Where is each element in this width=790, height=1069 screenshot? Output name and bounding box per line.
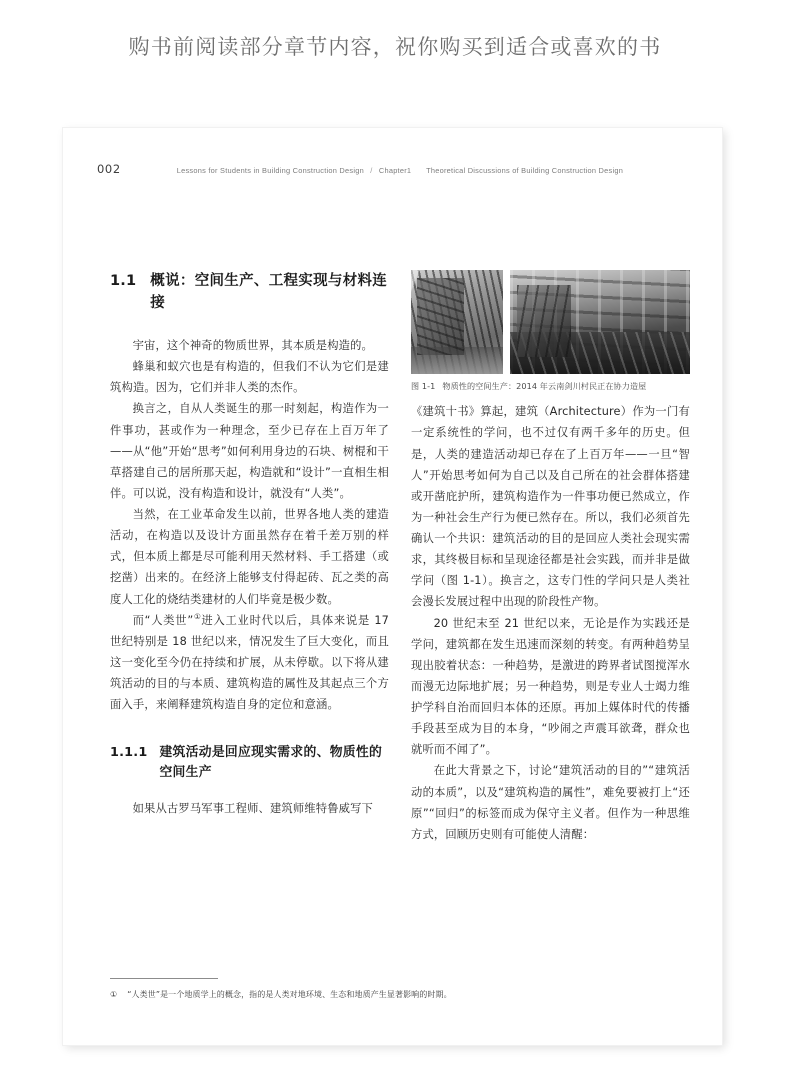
section-title: 概说：空间生产、工程实现与材料连接 (150, 273, 388, 312)
paragraph: 如果从古罗马军事工程师、建筑师维特鲁威写下 (132, 802, 373, 816)
book-page-preview (63, 128, 722, 1045)
footnote-marker: ① (110, 990, 118, 999)
construction-scaffolding-photo (411, 270, 503, 374)
paragraph: 蜂巢和蚁穴也是有构造的，但我们不认为它们是建筑构造。因为，它们并非人类的杰作。 (110, 360, 389, 395)
right-column (411, 270, 690, 845)
paragraph: 《建筑十书》算起，建筑（Architecture）作为一门有一定系统性的学问，也不过仅有两千多年的历史。但是，人类的建造活动却已存在了上百万年——一旦“智人”开始思考如何为自己以及自己所在的社会群体搭建或开凿庇护所，建筑构造作为一件事功便已然成立，作为一种社会生产行为便已然存在。所以，我们必须首先确认一个共识：建筑活动的目的是回应人类社会现实需求，其终极目标和呈现途径都是社会实践，而并非是做学问（图 1-1）。换言之，这专门性的学问只是人类社会漫长发展过程中出现的阶段性产物。 (411, 405, 690, 609)
figure-caption-text: 物质性的空间生产：2014 年云南剑川村民正在协力造屋 (442, 381, 647, 391)
subsection-title: 建筑活动是回应现实需求的、物质性的空间生产 (159, 745, 383, 780)
footnote-reference-marker: ① (193, 611, 202, 621)
paragraph: 宇宙，这个神奇的物质世界，其本质是构造的。 (132, 339, 373, 353)
running-head-chapter: Chapter1 (378, 166, 412, 175)
figure-images (411, 270, 690, 374)
footnote-area (110, 978, 540, 1001)
running-head (97, 162, 688, 178)
footnote-paragraph-rest: 进入工业时代以后，具体来说是 17 世纪特别是 18 世纪以来，情况发生了巨大变化，而且这一变化至今仍在持续和扩展，从未停歇。以下将从建筑活动的目的与本质、建筑构造的属性及其起点三个方面入手，来阐释建筑构造自身的定位和意涵。 (110, 613, 389, 712)
page-columns (110, 270, 690, 845)
running-head-text (177, 166, 623, 175)
paragraph-with-footnote (110, 610, 389, 716)
footnote-line (110, 989, 540, 1001)
running-head-separator: / (370, 166, 373, 175)
footnote-text: “人类世”是一个地质学上的概念，指的是人类对地环境、生态和地质产生显著影响的时期。 (127, 990, 452, 999)
promo-text: 购书前阅读部分章节内容，祝你购买到适合或喜欢的书 (128, 35, 662, 59)
paragraph: 换言之，自从人类诞生的那一时刻起，构造作为一件事功，甚或作为一种理念，至少已存在上百万年了——从“他”开始“思考”如何利用身边的石块、树棍和干草搭建自己的居所那天起，构造就和“设计”一直相生相伴。可以说，没有构造和设计，就没有“人类”。 (110, 402, 389, 500)
page-folio-number: 002 (97, 162, 121, 176)
running-head-book-title: Lessons for Students in Building Construction Design (176, 166, 364, 175)
footnote-rule (110, 978, 218, 979)
villagers-building-house-photo (510, 270, 690, 374)
section-heading (110, 270, 389, 314)
section-number: 1.1 (110, 273, 137, 289)
page-inner (63, 128, 722, 1045)
figure-block (411, 270, 690, 392)
paragraph: 20 世纪末至 21 世纪以来，无论是作为实践还是学问，建筑都在发生迅速而深刻的转变。有两种趋势呈现出胶着状态：一种趋势，是激进的跨界者试图搅浑水而漫无边际地扩展；另一种趋势，则是专业人士竭力维护学科自治而回归本体的还原。再加上媒体时代的传播手段甚至成为目的本身，“吵闹之声震耳欲聋，群众也就听而不闻了”。 (411, 616, 690, 757)
running-head-chapter-title: Theoretical Discussions of Building Construction Design (426, 166, 624, 175)
figure-caption (411, 381, 690, 392)
paragraph: 当然，在工业革命发生以前，世界各地人类的建造活动，在构造以及设计方面虽然存在着千差万别的样式，但本质上都是尽可能利用天然材料、手工搭建（或挖凿）出来的。在经济上能够支付得起砖、瓦之类的高度人工化的烧结类建材的人们毕竟是极少数。 (110, 508, 389, 606)
paragraph: 在此大背景之下，讨论“建筑活动的目的”“建筑活动的本质”，以及“建筑构造的属性”，难免要被打上“还原”“回归”的标签而成为保守主义者。但作为一种思维方式，回顾历史则有可能使人清醒： (411, 764, 690, 841)
left-column (110, 270, 389, 845)
subsection-heading (110, 743, 389, 782)
subsection-number: 1.1.1 (110, 745, 148, 761)
promo-banner (0, 0, 790, 92)
footnote-paragraph-prefix: 而“人类世” (132, 613, 194, 627)
running-head-gap (414, 166, 424, 175)
figure-label: 图 1-1 (411, 381, 436, 391)
